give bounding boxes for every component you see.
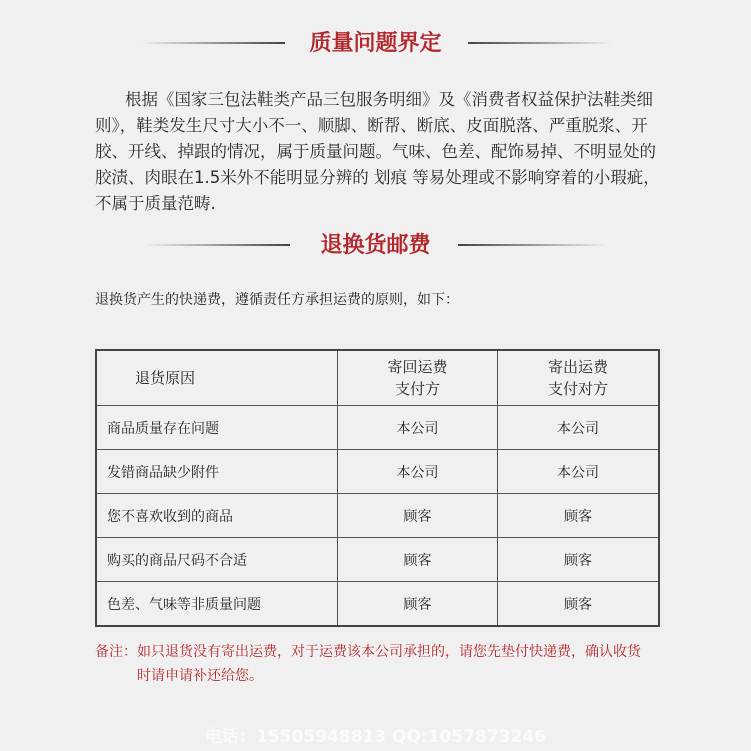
- divider-left: [145, 244, 290, 246]
- cell-return-payer: 顾客: [338, 538, 498, 582]
- note: [95, 640, 665, 688]
- table-row: [96, 450, 659, 494]
- cell-send-payer: 本公司: [498, 406, 659, 450]
- cell-reason: 购买的商品尺码不合适: [96, 538, 338, 582]
- header-reason: 退货原因: [96, 350, 338, 406]
- cell-send-payer: 顾客: [498, 582, 659, 627]
- note-line: 时请申请补还给您。: [137, 668, 263, 684]
- divider-right: [458, 244, 608, 246]
- section-title-quality: [0, 26, 751, 57]
- table-row: [96, 406, 659, 450]
- shipping-fee-table: [95, 349, 660, 627]
- quality-definition-paragraph: 根据《国家三包法鞋类产品三包服务明细》及《消费者权益保护法鞋类细则》，鞋类发生尺寸大小不一、顺脚、断帮、断底、皮面脱落、严重脱浆、开胶、开线、掉跟的情况，属于质量问题。气味、色差、配饰易掉、不明显处的胶渍、肉眼在1.5米外不能明显分辨的 划痕 等易处理或不影响穿着的小瑕疵，不属于质量范畴.: [95, 90, 660, 213]
- cell-send-payer: 顾客: [498, 538, 659, 582]
- cell-return-payer: 顾客: [338, 494, 498, 538]
- section-title-shipping: [0, 228, 751, 259]
- cell-return-payer: 顾客: [338, 582, 498, 627]
- header-return-fee: [338, 350, 498, 406]
- cell-send-payer: 本公司: [498, 450, 659, 494]
- shipping-intro: 退换货产生的快递费，遵循责任方承担运费的原则，如下：: [95, 292, 459, 308]
- header-line: 寄出运费: [548, 358, 609, 376]
- divider-left: [140, 42, 285, 44]
- header-line: 支付对方: [548, 380, 609, 398]
- cell-reason: 您不喜欢收到的商品: [96, 494, 338, 538]
- cell-reason: 商品质量存在问题: [96, 406, 338, 450]
- table-row: [96, 494, 659, 538]
- table-row: [96, 538, 659, 582]
- cell-return-payer: 本公司: [338, 406, 498, 450]
- cell-send-payer: 顾客: [498, 494, 659, 538]
- header-line: 寄回运费: [387, 358, 448, 376]
- contact-watermark: 电话：15505948813 QQ:1057873246: [204, 727, 547, 747]
- title-text: 质量问题界定: [309, 31, 442, 56]
- title-text: 退换货邮费: [320, 233, 431, 258]
- cell-reason: 色差、气味等非质量问题: [96, 582, 338, 627]
- table-header-row: [96, 350, 659, 406]
- header-line: 支付方: [395, 380, 441, 398]
- note-line: 备注：如只退货没有寄出运费，对于运费该本公司承担的，请您先垫付快递费，确认收货: [95, 644, 641, 660]
- header-send-fee: [498, 350, 659, 406]
- table-row: [96, 582, 659, 627]
- cell-return-payer: 本公司: [338, 450, 498, 494]
- cell-reason: 发错商品缺少附件: [96, 450, 338, 494]
- divider-right: [468, 42, 613, 44]
